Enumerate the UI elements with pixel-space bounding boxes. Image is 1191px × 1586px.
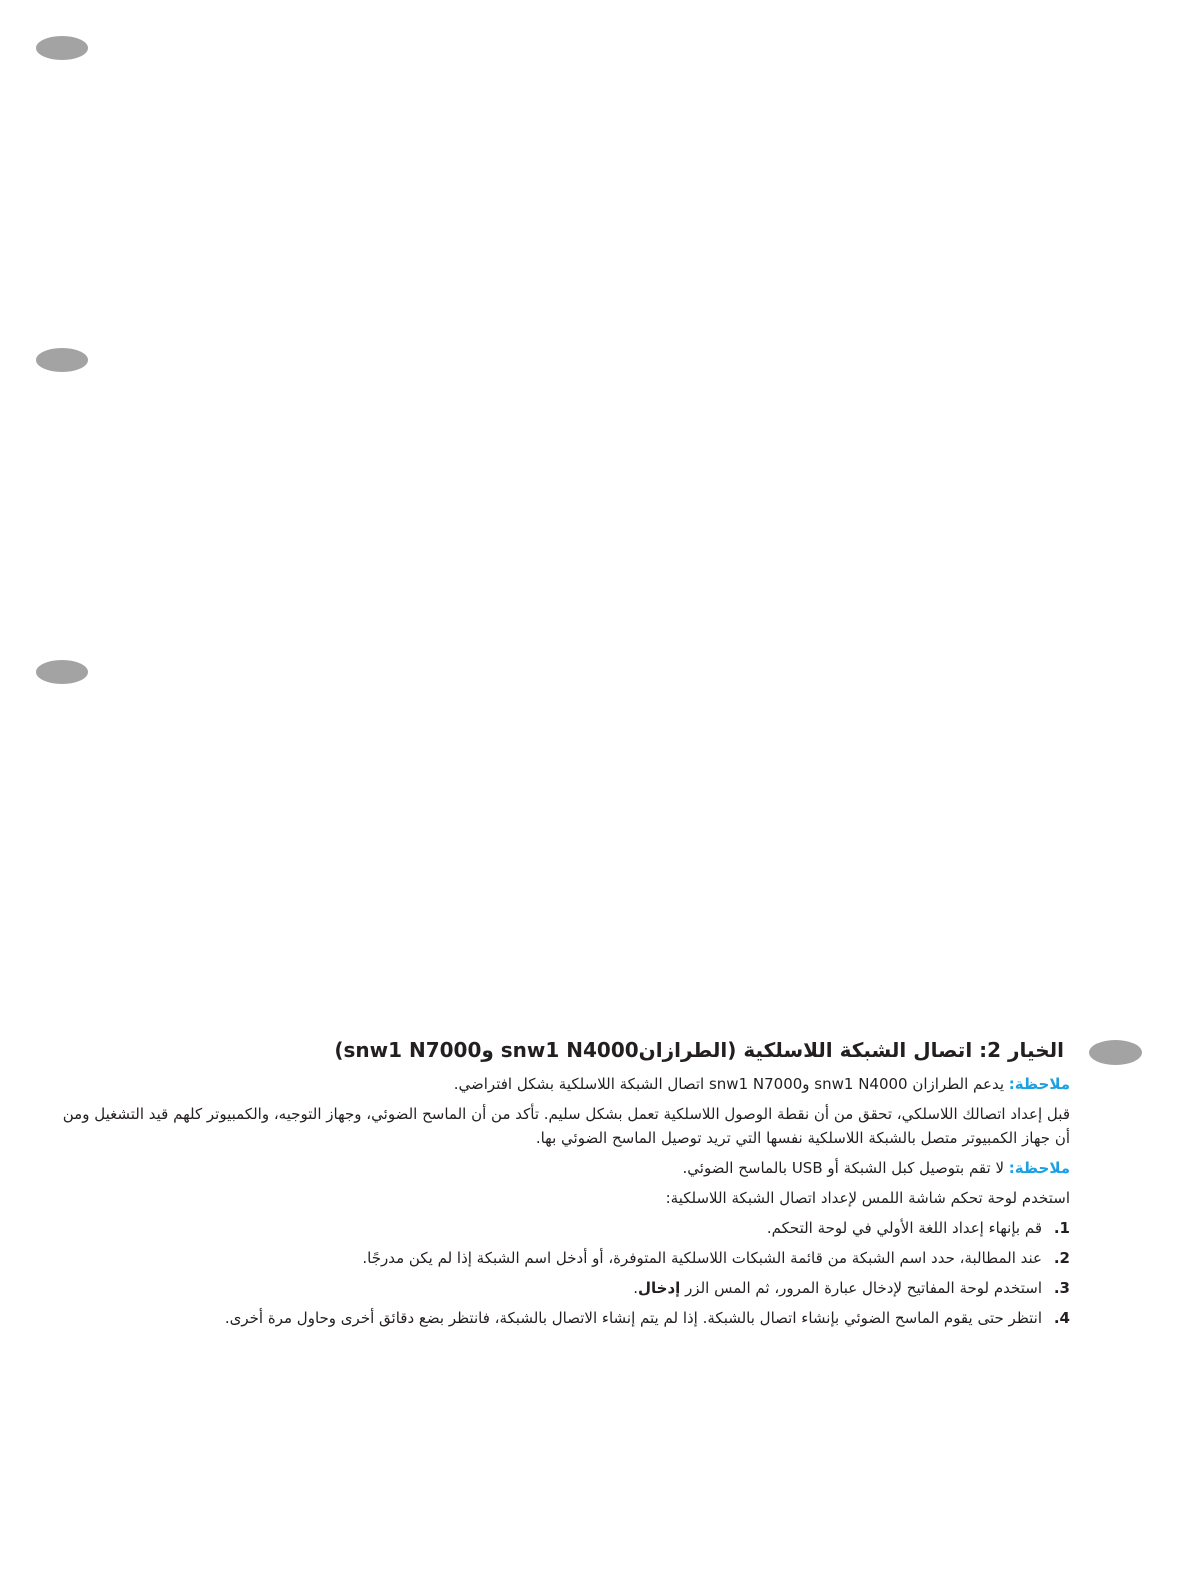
note-text: لا تقم بتوصيل كبل الشبكة أو USB بالماسح الضوئي. xyxy=(682,1159,1009,1177)
step-item xyxy=(50,1246,1070,1270)
punch-hole-marker xyxy=(36,660,88,684)
note-text: يدعم الطرازان snw1 N4000 وsnw1 N7000 اتصال الشبكة اللاسلكية بشكل افتراضي. xyxy=(453,1075,1009,1093)
step-item xyxy=(50,1216,1070,1240)
step-number: .4 xyxy=(1053,1309,1070,1327)
note-paragraph xyxy=(50,1156,1070,1180)
step-text: قم بإنهاء إعداد اللغة الأولي في لوحة التحكم. xyxy=(766,1219,1042,1237)
enter-button-term: إدخال xyxy=(637,1279,681,1297)
punch-hole-marker xyxy=(36,348,88,372)
section-marker xyxy=(1089,1040,1142,1065)
step-text: استخدم لوحة المفاتيح لإدخال عبارة المرور، ثم المس الزر xyxy=(680,1279,1042,1297)
note-label: ملاحظة: xyxy=(1008,1159,1070,1177)
wireless-setup-section xyxy=(50,1034,1070,1336)
step-item xyxy=(50,1306,1070,1330)
punch-hole-marker xyxy=(36,36,88,60)
step-suffix: . xyxy=(633,1279,638,1297)
step-item xyxy=(50,1276,1070,1300)
lead-paragraph: استخدم لوحة تحكم شاشة اللمس لإعداد اتصال الشبكة اللاسلكية: xyxy=(665,1189,1070,1207)
step-number: .3 xyxy=(1053,1279,1070,1297)
section-heading: الخيار 2: اتصال الشبكة اللاسلكية (الطرازان‎snw1 N4000 وsnw1 N7000) xyxy=(334,1038,1064,1062)
step-number: .1 xyxy=(1053,1219,1070,1237)
step-text: عند المطالبة، حدد اسم الشبكة من قائمة الشبكات اللاسلكية المتوفرة، أو أدخل اسم الشبكة إذا لم يكن مدرجًا. xyxy=(362,1249,1042,1267)
step-number: .2 xyxy=(1053,1249,1070,1267)
intro-paragraph: قبل إعداد اتصالك اللاسلكي، تحقق من أن نقطة الوصول اللاسلكية تعمل بشكل سليم. تأكد من أن الماسح الضوئي، وجهاز التوجيه، والكمبيوتر كلهم قيد التشغيل ومن أن جهاز الكمبيوتر متصل بالشبكة اللاسلكية نفسها التي تريد توصيل الماسح الضوئي بها. xyxy=(62,1105,1070,1147)
note-paragraph xyxy=(50,1072,1070,1096)
step-text: انتظر حتى يقوم الماسح الضوئي بإنشاء اتصال بالشبكة. إذا لم يتم إنشاء الاتصال بالشبكة، فانتظر بضع دقائق أخرى وحاول مرة أخرى. xyxy=(224,1309,1042,1327)
note-label: ملاحظة: xyxy=(1008,1075,1070,1093)
steps-list xyxy=(50,1216,1070,1330)
